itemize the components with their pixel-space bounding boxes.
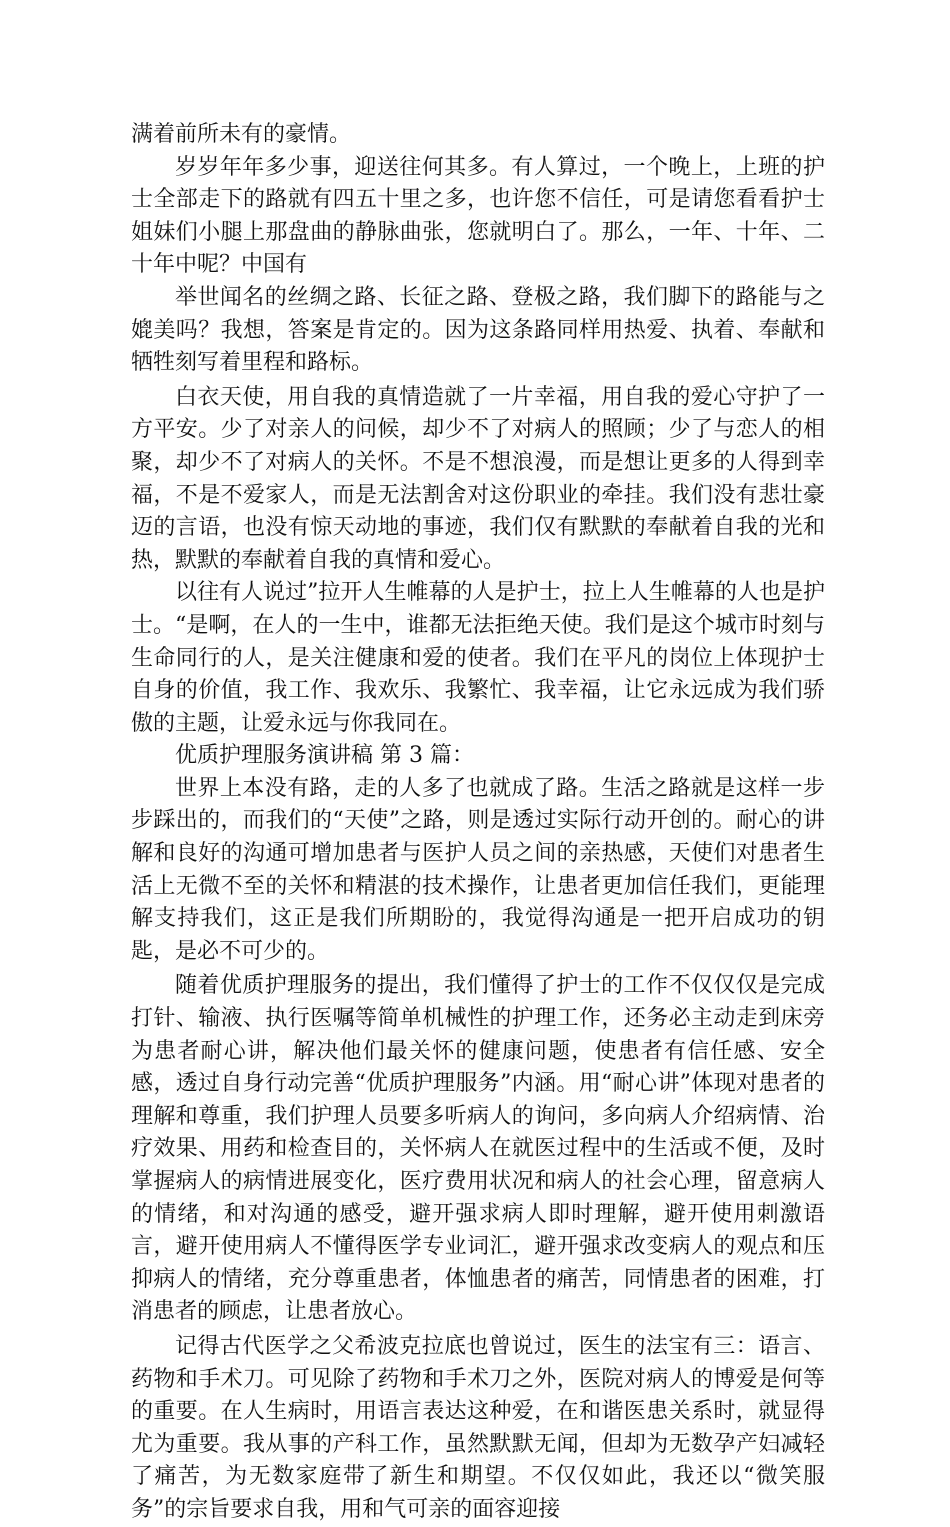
paragraph-8: 记得古代医学之父希波克拉底也曾说过，医生的法宝有三：语言、药物和手术刀。可见除了药物和手术刀之外，医院对病人的博爱是何等的重要。在人生病时，用语言表达这种爱，在和谐医患关系时，就显得尤为重要。我从事的产科工作，虽然默默无闻，但却为无数孕产妇减轻了痛苦，为无数家庭带了新生和期望。不仅仅如此，我还以“微笑服务”的宗旨要求自我，用和气可亲的面容迎接 (131, 1333, 825, 1522)
paragraph-5: 以往有人说过”拉开人生帷幕的人是护士，拉上人生帷幕的人也是护士。“是啊，在人的一生中，谁都无法拒绝天使。我们是这个城市时刻与生命同行的人，是关注健康和爱的使者。我们在平凡的岗位上体现护士自身的价值，我工作、我欢乐、我繁忙、我幸福，让它永远成为我们骄傲的主题，让爱永远与你我同在。 (131, 580, 825, 736)
paragraph-6: 世界上本没有路，走的人多了也就成了路。生活之路就是这样一步步踩出的，而我们的“天使”之路，则是透过实际行动开创的。耐心的讲解和良好的沟通可增加患者与医护人员之间的亲热感，天使们对患者生活上无微不至的关怀和精湛的技术操作，让患者更加信任我们，更能理解支持我们，这正是我们所期盼的，我觉得沟通是一把开启成功的钥匙，是必不可少的。 (131, 775, 825, 964)
paragraph-2: 岁岁年年多少事，迎送往何其多。有人算过，一个晚上，上班的护士全部走下的路就有四五十里之多，也许您不信任，可是请您看看护士姐妹们小腿上那盘曲的静脉曲张，您就明白了。那么，一年、十年、二十年中呢？中国有 (131, 154, 825, 278)
section-heading: 优质护理服务演讲稿 第 3 篇： (175, 743, 474, 769)
paragraph-1: 满着前所未有的豪情。 (131, 122, 352, 147)
paragraph-7: 随着优质护理服务的提出，我们懂得了护士的工作不仅仅仅是完成打针、输液、执行医嘱等简单机械性的护理工作，还务必主动走到床旁为患者耐心讲，解决他们最关怀的健康问题，使患者有信任感、安全感，透过自身行动完善“优质护理服务”内涵。用“耐心讲”体现对患者的理解和尊重，我们护理人员要多听病人的询问，多向病人介绍病情、治疗效果、用药和检查目的，关怀病人在就医过程中的生活或不便，及时掌握病人的病情进展变化，医疗费用状况和病人的社会心理，留意病人的情绪，和对沟通的感受，避开强求病人即时理解，避开使用刺激语言，避开使用病人不懂得医学专业词汇，避开强求改变病人的观点和压抑病人的情绪，充分尊重患者，体恤患者的痛苦，同情患者的困难，打消患者的顾虑，让患者放心。 (131, 973, 825, 1325)
document-body (131, 119, 825, 1527)
paragraph-4: 白衣天使，用自我的真情造就了一片幸福，用自我的爱心守护了一方平安。少了对亲人的问候，却少不了对病人的照顾；少了与恋人的相聚，却少不了对病人的关怀。不是不想浪漫，而是想让更多的人得到幸福，不是不爱家人，而是无法割舍对这份职业的牵挂。我们没有悲壮豪迈的言语，也没有惊天动地的事迹，我们仅有默默的奉献着自我的光和热，默默的奉献着自我的真情和爱心。 (131, 384, 825, 573)
paragraph-3: 举世闻名的丝绸之路、长征之路、登极之路，我们脚下的路能与之媲美吗？我想，答案是肯定的。因为这条路同样用热爱、执着、奉献和牺牲刻写着里程和路标。 (131, 284, 825, 376)
